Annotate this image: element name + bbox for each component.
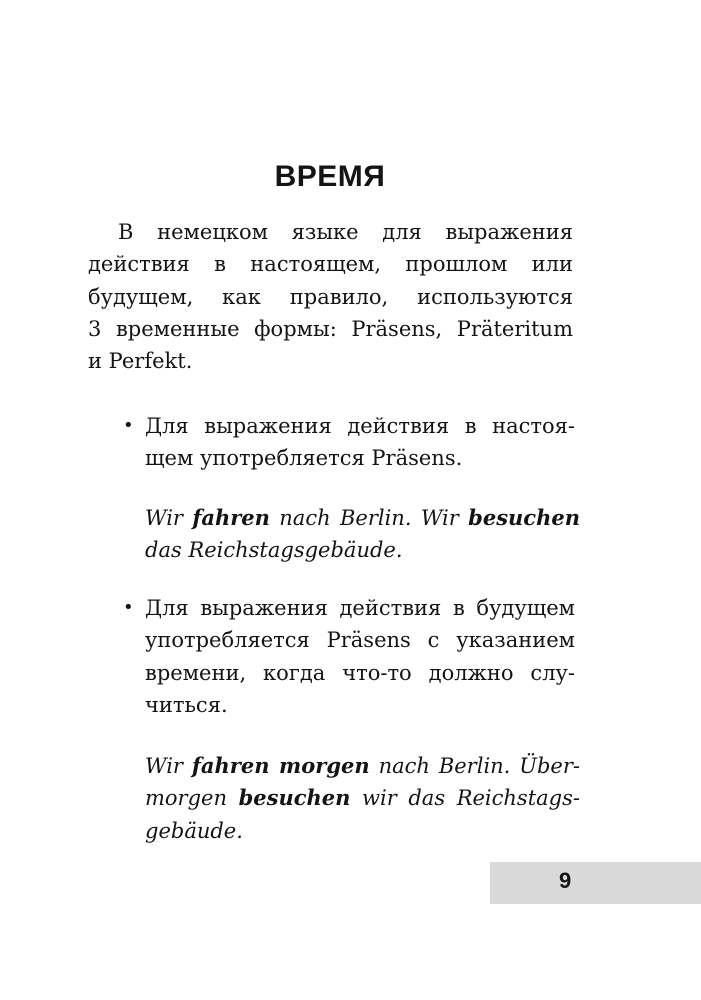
intro-line: В немецком языке для выражения bbox=[118, 220, 573, 244]
example-verb: fahren bbox=[192, 505, 270, 530]
example-line bbox=[145, 502, 580, 534]
intro-line: будущем, как правило, используются bbox=[88, 284, 573, 309]
intro-paragraph bbox=[88, 216, 573, 377]
bullet-line: времени, когда что-то должно слу- bbox=[145, 660, 575, 685]
example-line: das Reichstagsgebäude. bbox=[145, 538, 403, 563]
bullet-line: читься. bbox=[145, 692, 228, 717]
bullet-item-future bbox=[123, 592, 575, 721]
intro-line: и Perfekt. bbox=[88, 349, 193, 374]
example-verb: besuchen bbox=[238, 785, 351, 811]
example-line bbox=[145, 782, 580, 814]
page-number-tab bbox=[490, 862, 701, 904]
example-verb: fahren morgen bbox=[191, 753, 370, 778]
intro-line: действия в настоящем, прошлом или bbox=[88, 252, 573, 277]
example-line: gebäude. bbox=[145, 818, 243, 843]
page-title: ВРЕМЯ bbox=[274, 160, 386, 193]
bullet-marker-icon: • bbox=[123, 597, 134, 618]
example-text: morgen bbox=[145, 786, 239, 811]
bullet-line: щем употребляется Präsens. bbox=[145, 446, 463, 471]
example-present bbox=[145, 502, 580, 567]
example-text: nach Berlin. Über- bbox=[369, 754, 580, 778]
bullet-line: Для выражения действия в будущем bbox=[145, 596, 575, 620]
example-line bbox=[145, 750, 580, 782]
example-text: nach Berlin. Wir bbox=[269, 506, 469, 530]
example-text: Wir bbox=[145, 506, 193, 530]
bullet-marker-icon: • bbox=[123, 415, 134, 436]
example-text: wir das Reichstags- bbox=[350, 786, 580, 811]
page-number: 9 bbox=[559, 868, 572, 893]
intro-line: 3 временные формы: Präsens, Präteritum bbox=[88, 316, 573, 341]
bullet-item-present bbox=[123, 410, 575, 475]
example-text: Wir bbox=[145, 754, 192, 778]
example-future bbox=[145, 750, 580, 847]
bullet-line: употребляется Präsens с указанием bbox=[145, 628, 575, 653]
bullet-line: Для выражения действия в настоя- bbox=[145, 414, 575, 438]
example-verb: besuchen bbox=[468, 505, 580, 530]
